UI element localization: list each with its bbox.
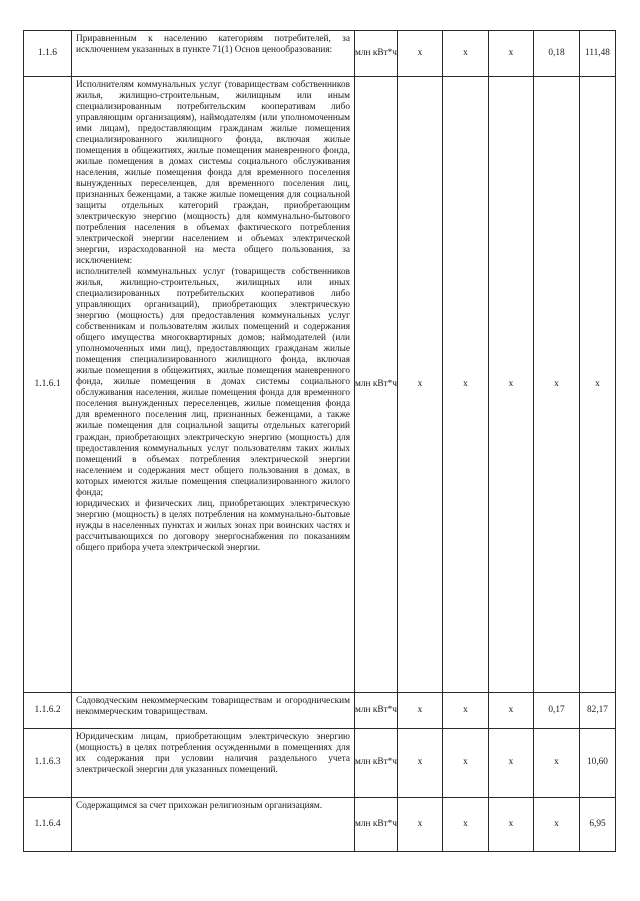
description-paragraph: Приравненным к населению категориям потребителей, за исключением указанных в пункте 71(1) Основ ценообразования: bbox=[76, 34, 350, 56]
value-cell: x bbox=[489, 798, 534, 852]
description-paragraph: Юридическим лицам, приобретающим электрическую энергию (мощность) в целях потребления осужденными в помещениях для их содержания при условии наличия раздельного учета электрической энергии для указанных помещений. bbox=[76, 732, 350, 776]
row-number: 1.1.6.3 bbox=[24, 729, 72, 798]
table-row bbox=[24, 798, 616, 852]
value-cell: x bbox=[489, 77, 534, 693]
unit-cell: млн кВт*ч bbox=[355, 77, 398, 693]
unit-cell: млн кВт*ч bbox=[355, 693, 398, 729]
value-cell: 10,60 bbox=[580, 729, 616, 798]
value-cell: 0,18 bbox=[534, 31, 580, 77]
row-description bbox=[72, 693, 355, 729]
value-cell: 111,48 bbox=[580, 31, 616, 77]
value-cell: x bbox=[443, 798, 489, 852]
unit-cell: млн кВт*ч bbox=[355, 729, 398, 798]
row-description bbox=[72, 729, 355, 798]
description-paragraph: юридических и физических лиц, приобретающих электрическую энергию (мощность) в целях потребления на коммунально-бытовые нужды в населенных пунктах и жилых зонах при воинских частях и рассчитывающихся по договору энергоснабжения по показаниям общего прибора учета электрической энергии. bbox=[76, 498, 350, 553]
value-cell: 82,17 bbox=[580, 693, 616, 729]
row-number: 1.1.6.4 bbox=[24, 798, 72, 852]
row-number: 1.1.6.1 bbox=[24, 77, 72, 693]
table-row bbox=[24, 693, 616, 729]
value-cell: x bbox=[443, 31, 489, 77]
value-cell: x bbox=[443, 77, 489, 693]
description-paragraph: Садоводческим некоммерческим товариществам и огородническим некоммерческим товариществам. bbox=[76, 696, 350, 718]
value-cell: 6,95 bbox=[580, 798, 616, 852]
row-description bbox=[72, 31, 355, 77]
value-cell: x bbox=[489, 31, 534, 77]
description-paragraph: Исполнителям коммунальных услуг (товариществам собственников жилья, жилищно-строительным, жилищным или иным специализированным потребительским кооперативам либо управляющим организациям), наймодателям (или уполномоченным ими лицам), предоставляющим гражданам жилые помещения специализированного жилищного фонда, включая жилые помещения в общежитиях, жилые помещения маневренного фонда, жилые помещения в домах системы социального обслуживания населения, жилые помещения фонда для временного поселения вынужденных переселенцев, для временного поселения лиц, признанных беженцами, а также жилые помещения для социальной защиты отдельных категорий граждан, приобретающим электрическую энергию (мощность) для коммунально-бытового потребления населения в объемах фактического потребления электрической энергии населением и объемах электрической энергии, израсходованной на места общего пользования, за исключением: bbox=[76, 80, 350, 267]
row-description bbox=[72, 798, 355, 852]
table-row bbox=[24, 31, 616, 77]
value-cell: x bbox=[534, 729, 580, 798]
tariff-volume-table bbox=[23, 30, 616, 852]
value-cell: x bbox=[580, 77, 616, 693]
value-cell: x bbox=[398, 729, 443, 798]
table-row bbox=[24, 77, 616, 693]
value-cell: x bbox=[489, 693, 534, 729]
row-number: 1.1.6 bbox=[24, 31, 72, 77]
description-paragraph: исполнителей коммунальных услуг (товариществ собственников жилья, жилищно-строительных, жилищных или иных специализированных потребительских кооперативов либо управляющих организаций), приобретающих электрическую энергию (мощность) для предоставления коммунальных услуг собственникам и пользователям жилых помещений и содержания общего имущества многоквартирных домов; наймодателей (или уполномоченных ими лиц), предоставляющих гражданам жилые помещения специализированного жилищного фонда, включая жилые помещения в общежитиях, жилые помещения маневренного фонда, жилые помещения в домах системы социального обслуживания населения, жилые помещения фонда для временного поселения вынужденных переселенцев, жилые помещения фонда для временного поселения лиц, признанных беженцами, а также жилые помещения для социальной защиты отдельных категорий граждан, приобретающих электрическую энергию (мощность) для предоставления коммунальных услуг пользователям таких жилых помещений в объемах потребления электрической энергии населением и содержания мест общего пользования в домах, в которых имеются жилые помещения специализированного жилого фонда; bbox=[76, 267, 350, 498]
value-cell: x bbox=[534, 798, 580, 852]
value-cell: x bbox=[398, 31, 443, 77]
value-cell: x bbox=[443, 693, 489, 729]
row-number: 1.1.6.2 bbox=[24, 693, 72, 729]
value-cell: x bbox=[534, 77, 580, 693]
value-cell: x bbox=[398, 693, 443, 729]
unit-cell: млн кВт*ч bbox=[355, 31, 398, 77]
description-paragraph: Содержащимся за счет прихожан религиозным организациям. bbox=[76, 801, 323, 811]
unit-cell: млн кВт*ч bbox=[355, 798, 398, 852]
row-description bbox=[72, 77, 355, 693]
table-row bbox=[24, 729, 616, 798]
value-cell: x bbox=[398, 77, 443, 693]
value-cell: 0,17 bbox=[534, 693, 580, 729]
value-cell: x bbox=[489, 729, 534, 798]
value-cell: x bbox=[443, 729, 489, 798]
value-cell: x bbox=[398, 798, 443, 852]
